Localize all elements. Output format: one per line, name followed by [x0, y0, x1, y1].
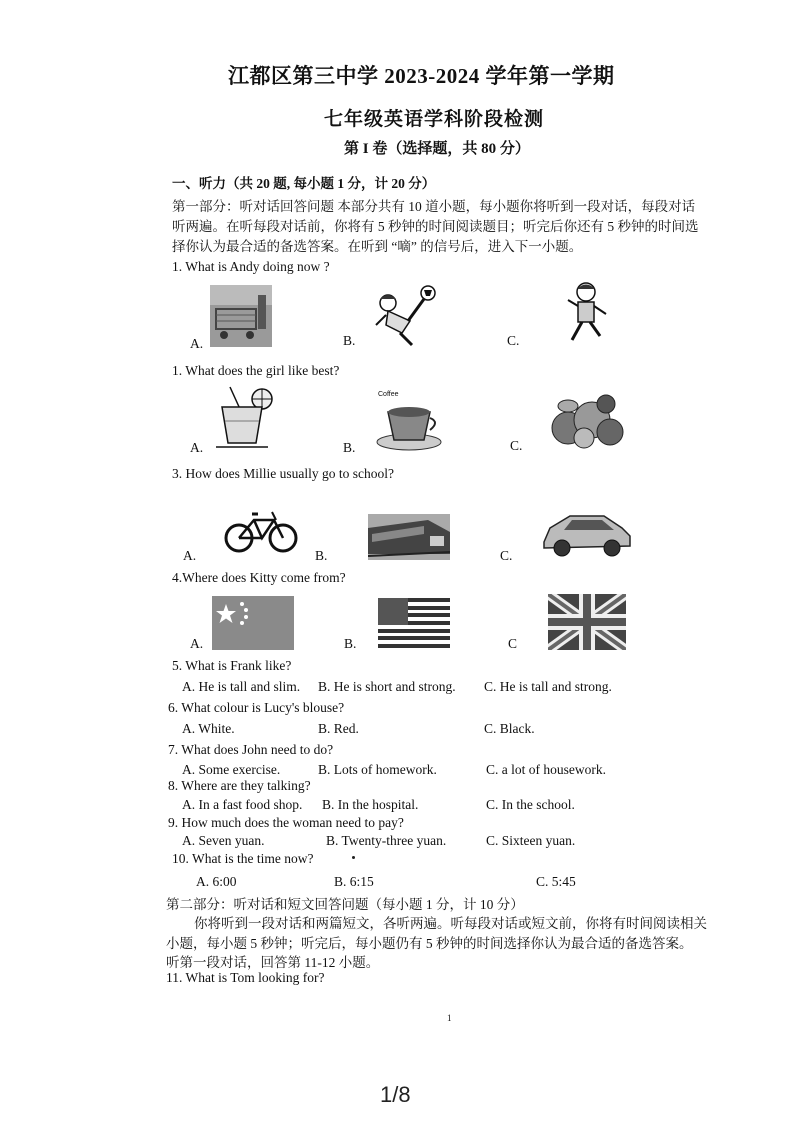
q1-option-b-label: B.	[343, 333, 356, 348]
part1-intro-line3: 择你认为最合适的备选答案。在听到 “嘀” 的信号后，进入下一小题。	[172, 239, 583, 254]
q7-option-c: C. a lot of housework.	[486, 762, 606, 777]
volume-title: 第 I 卷（选择题，共 80 分）	[344, 141, 530, 157]
q7-option-a: A. Some exercise.	[182, 762, 281, 777]
q5-option-b: B. He is short and strong.	[318, 679, 456, 694]
question-5: 5. What is Frank like?	[172, 658, 292, 673]
q6-option-b: B. Red.	[318, 721, 359, 736]
q1-option-a-label: A.	[190, 336, 204, 351]
q5-option-c: C. He is tall and strong.	[484, 679, 612, 694]
question-1: 1. What is Andy doing now ?	[172, 259, 330, 274]
fruit-pile-image	[548, 388, 626, 450]
train-image	[368, 514, 450, 560]
school-term-title: 江都区第三中学 2023-2024 学年第一学期	[228, 64, 615, 88]
boy-running-image	[560, 280, 612, 346]
q9-option-c: C. Sixteen yuan.	[486, 833, 576, 848]
page-indicator: 1/8	[380, 1082, 411, 1107]
boy-kicking-ball-image	[372, 285, 442, 347]
q8-option-b: B. In the hospital.	[322, 797, 419, 812]
question-8: 8. Where are they talking?	[168, 778, 311, 793]
q6-option-a: A. White.	[182, 721, 235, 736]
q1-option-c-label: C.	[507, 333, 520, 348]
question-9: 9. How much does the woman need to pay?	[168, 815, 404, 830]
question-4: 4.Where does Kitty come from?	[172, 570, 346, 585]
q4-option-a-label: A.	[190, 636, 204, 651]
q10-option-a: A. 6:00	[196, 874, 237, 889]
q10-option-c: C. 5:45	[536, 874, 576, 889]
part2-intro-line1: 你将听到一段对话和两篇短文，各听两遍。听每段对话或短文前，你将有时间阅读相关	[194, 916, 707, 931]
q10-option-b: B. 6:15	[334, 874, 374, 889]
part2-intro-line3: 听第一段对话，回答第 11-12 小题。	[166, 955, 380, 970]
coffee-caption: Coffee	[378, 391, 399, 398]
uk-flag-image	[548, 594, 626, 650]
question-7: 7. What does John need to do?	[168, 742, 334, 757]
q2-option-b-label: B.	[343, 440, 356, 455]
part2-title: 第二部分：听对话和短文回答问题（每小题 1 分，计 10 分）	[166, 897, 524, 912]
part1-intro-line2: 听两遍。在听每段对话前，你将有 5 秒钟的时间阅读题目；听完后你还有 5 秒钟的时间选	[172, 219, 699, 234]
q8-option-c: C. In the school.	[486, 797, 575, 812]
q4-option-c-label: C	[508, 636, 518, 651]
q8-option-a: A. In a fast food shop.	[182, 797, 303, 812]
q9-option-b: B. Twenty-three yuan.	[326, 833, 447, 848]
q9-option-a: A. Seven yuan.	[182, 833, 265, 848]
usa-flag-image	[378, 598, 450, 648]
question-11: 11. What is Tom looking for?	[166, 970, 325, 985]
q2-option-a-label: A.	[190, 440, 204, 455]
q5-option-a: A. He is tall and slim.	[182, 679, 301, 694]
exam-title: 七年级英语学科阶段检测	[324, 109, 545, 130]
question-3: 3. How does Millie usually go to school?	[172, 466, 394, 481]
small-page-mark: 1	[447, 1013, 452, 1023]
q4-option-b-label: B.	[344, 636, 357, 651]
q3-option-a-label: A.	[183, 548, 197, 563]
q3-option-b-label: B.	[315, 548, 328, 563]
bicycle-image	[224, 506, 298, 554]
section-listening-title: 一、听力（共 20 题, 每小题 1 分，计 20 分）	[172, 176, 436, 191]
part2-intro-line2: 小题，每小题 5 秒钟；听完后，每小题仍有 5 秒钟的时间选择你认为最合适的备选答案。	[166, 936, 693, 951]
question-10: 10. What is the time now?	[172, 851, 314, 866]
stray-dot	[352, 856, 355, 859]
photo-shopping-cart-image	[210, 285, 272, 347]
question-6: 6. What colour is Lucy's blouse?	[168, 700, 345, 715]
part1-intro-line1: 第一部分：听对话回答问题 本部分共有 10 道小题，每小题你将听到一段对话，每段对话	[172, 199, 696, 214]
china-flag-image	[212, 596, 294, 650]
question-2: 1. What does the girl like best?	[172, 363, 340, 378]
q2-option-c-label: C.	[510, 438, 523, 453]
coffee-cup-image	[374, 398, 444, 452]
q7-option-b: B. Lots of homework.	[318, 762, 437, 777]
q3-option-c-label: C.	[500, 548, 513, 563]
car-image	[540, 508, 632, 558]
lemon-juice-glass-image	[212, 385, 274, 451]
q6-option-c: C. Black.	[484, 721, 535, 736]
